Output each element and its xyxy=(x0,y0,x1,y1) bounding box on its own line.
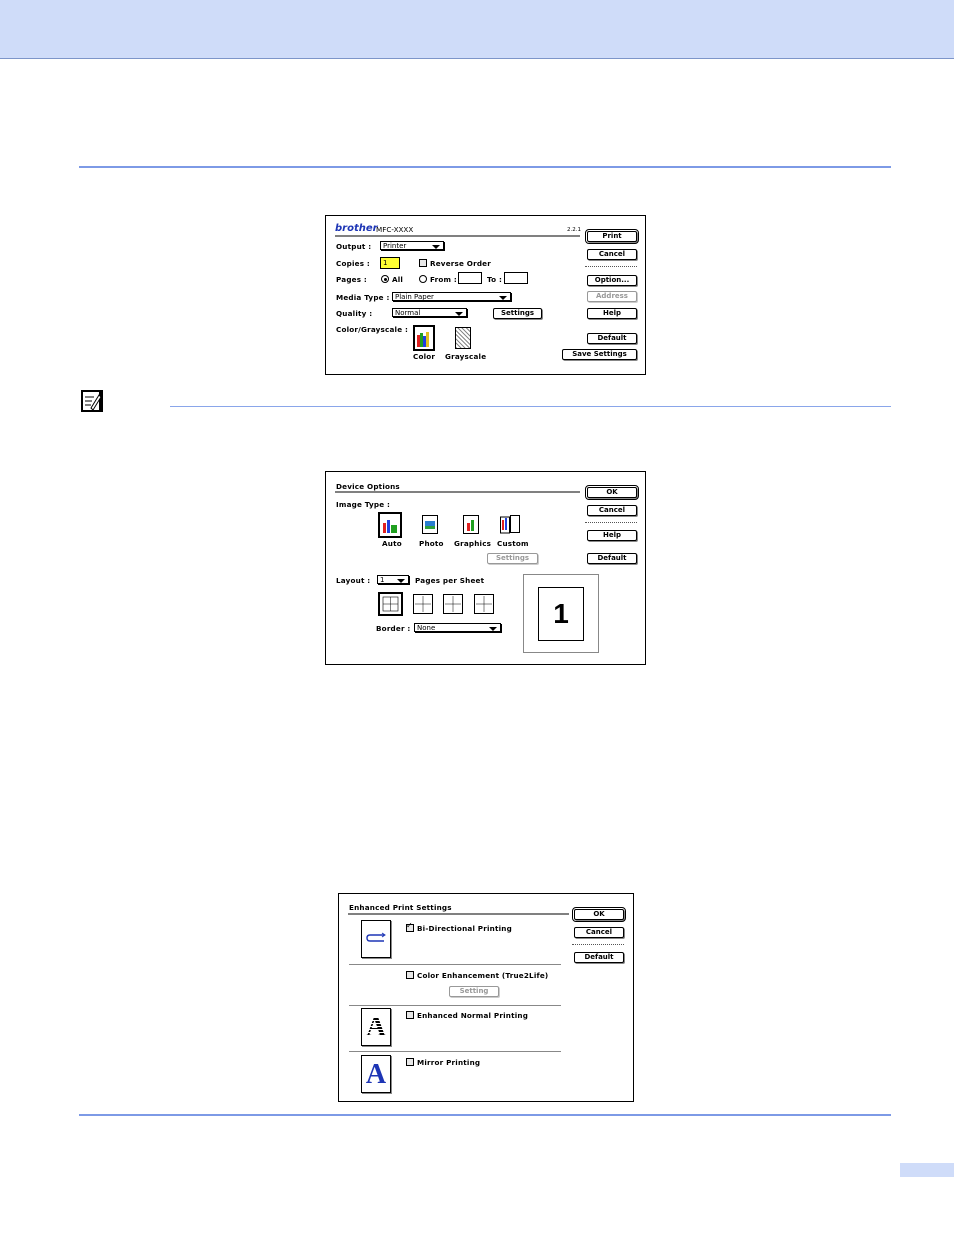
graphics-image-icon[interactable] xyxy=(463,515,479,534)
pages-from-radio[interactable] xyxy=(419,275,427,283)
quality-label: Quality : xyxy=(336,309,373,318)
device-options-title: Device Options xyxy=(336,482,400,491)
title-rule xyxy=(335,235,580,237)
grayscale-option-icon[interactable] xyxy=(455,327,471,349)
pages-all-label: All xyxy=(392,275,404,284)
output-value: Printer xyxy=(383,242,407,250)
pages-to-label: To : xyxy=(487,275,503,284)
image-settings-button[interactable]: Settings xyxy=(487,553,538,564)
section-rule xyxy=(79,166,891,168)
image-type-photo: Photo xyxy=(419,539,444,548)
layout-grid-icon xyxy=(380,594,401,614)
border-value: None xyxy=(417,624,436,632)
layout-grid-icon xyxy=(414,595,432,613)
cancel-button[interactable]: Cancel xyxy=(587,505,637,516)
pages-from-label: From : xyxy=(430,275,457,284)
bidirectional-checkbox[interactable] xyxy=(406,924,414,932)
mirror-printing-icon xyxy=(361,1055,391,1093)
address-button[interactable]: Address xyxy=(587,291,637,302)
header-band xyxy=(0,0,954,59)
button-separator xyxy=(572,944,624,945)
reverse-order-checkbox[interactable] xyxy=(419,259,427,267)
page-number-box xyxy=(900,1163,954,1177)
color-setting-button[interactable]: Setting xyxy=(449,986,499,997)
pages-per-sheet-label: Pages per Sheet xyxy=(415,576,485,585)
layout-option-4-icon[interactable] xyxy=(474,594,494,614)
layout-option-1-icon[interactable] xyxy=(378,592,403,616)
image-type-graphics: Graphics xyxy=(454,539,492,548)
auto-image-icon[interactable] xyxy=(378,512,402,538)
image-type-auto: Auto xyxy=(382,539,402,548)
letter-a-striped: A xyxy=(365,1012,387,1043)
save-settings-button[interactable]: Save Settings xyxy=(562,349,637,360)
layout-option-3-icon[interactable] xyxy=(443,594,463,614)
layout-label: Layout : xyxy=(336,576,371,585)
enhanced-normal-label: Enhanced Normal Printing xyxy=(417,1011,529,1020)
color-option-label: Color xyxy=(413,352,436,361)
ok-button[interactable]: OK xyxy=(574,909,624,920)
ok-button[interactable]: OK xyxy=(587,487,637,498)
enhanced-normal-checkbox[interactable] xyxy=(406,1011,414,1019)
row-separator xyxy=(349,1051,561,1052)
auto-icon xyxy=(380,514,400,536)
border-label: Border : xyxy=(376,624,411,633)
footer-rule xyxy=(79,1114,891,1116)
layout-select[interactable] xyxy=(377,575,409,584)
copies-label: Copies : xyxy=(336,259,370,268)
brother-logo: brother xyxy=(335,223,378,234)
version-label: 2.2.1 xyxy=(567,227,581,233)
button-separator xyxy=(585,266,637,267)
layout-grid-icon xyxy=(475,595,493,613)
output-select[interactable] xyxy=(380,241,444,250)
letter-a-icon: A xyxy=(365,1059,387,1090)
graphics-icon xyxy=(464,516,478,533)
layout-grid-icon xyxy=(444,595,462,613)
custom-image-icon[interactable] xyxy=(500,515,520,534)
copies-input[interactable] xyxy=(380,257,400,269)
note-icon xyxy=(80,389,104,413)
pages-label: Pages : xyxy=(336,275,367,284)
quality-value: Normal xyxy=(395,309,421,317)
print-dialog xyxy=(325,215,646,375)
default-button[interactable]: Default xyxy=(587,553,637,564)
bidirectional-label: Bi-Directional Printing xyxy=(417,924,512,933)
photo-icon xyxy=(423,516,437,533)
enhanced-title: Enhanced Print Settings xyxy=(349,903,452,912)
model-name: MFC-XXXX xyxy=(376,225,414,234)
device-options-dialog xyxy=(325,471,646,665)
copies-value: 1 xyxy=(383,259,388,267)
color-bars-icon xyxy=(415,327,433,349)
pages-from-input[interactable] xyxy=(458,272,482,284)
print-button[interactable]: Print xyxy=(587,231,637,242)
cancel-button[interactable]: Cancel xyxy=(587,249,637,260)
default-button[interactable]: Default xyxy=(574,952,624,963)
color-grayscale-label: Color/Grayscale : xyxy=(336,325,409,334)
default-button[interactable]: Default xyxy=(587,333,637,344)
media-type-value: Plain Paper xyxy=(395,293,434,301)
quality-select[interactable] xyxy=(392,308,467,317)
layout-value: 1 xyxy=(380,576,385,584)
enhanced-print-dialog xyxy=(338,893,634,1102)
color-enhancement-checkbox[interactable] xyxy=(406,971,414,979)
border-select[interactable] xyxy=(414,623,501,632)
color-enhancement-label: Color Enhancement (True2Life) xyxy=(417,971,549,980)
help-button[interactable]: Help xyxy=(587,308,637,319)
photo-image-icon[interactable] xyxy=(422,515,438,534)
pages-all-radio[interactable] xyxy=(381,275,389,283)
preview-page-number: 1 xyxy=(553,598,569,629)
arrow-return-icon xyxy=(362,921,390,957)
help-button[interactable]: Help xyxy=(587,530,637,541)
note-rule xyxy=(170,406,891,407)
mirror-printing-checkbox[interactable] xyxy=(406,1058,414,1066)
color-option-icon[interactable] xyxy=(413,325,435,351)
title-rule xyxy=(348,913,569,915)
layout-option-2-icon[interactable] xyxy=(413,594,433,614)
row-separator xyxy=(349,1005,561,1006)
image-type-custom: Custom xyxy=(497,539,529,548)
button-separator xyxy=(585,522,637,523)
reverse-order-label: Reverse Order xyxy=(430,259,491,268)
layout-preview-page xyxy=(538,587,584,641)
title-rule xyxy=(335,491,580,493)
mirror-printing-label: Mirror Printing xyxy=(417,1058,481,1067)
custom-icon xyxy=(500,515,520,534)
media-type-label: Media Type : xyxy=(336,293,390,302)
image-type-label: Image Type : xyxy=(336,500,391,509)
pages-to-input[interactable] xyxy=(504,272,528,284)
row-separator xyxy=(349,964,561,965)
media-type-select[interactable] xyxy=(392,292,511,301)
bidirectional-icon xyxy=(361,920,391,958)
output-label: Output : xyxy=(336,242,372,251)
option-button[interactable]: Option... xyxy=(587,275,637,286)
cancel-button[interactable]: Cancel xyxy=(574,927,624,938)
enhanced-normal-icon xyxy=(361,1008,391,1046)
grayscale-option-label: Grayscale xyxy=(445,352,487,361)
quality-settings-button[interactable]: Settings xyxy=(493,308,542,319)
